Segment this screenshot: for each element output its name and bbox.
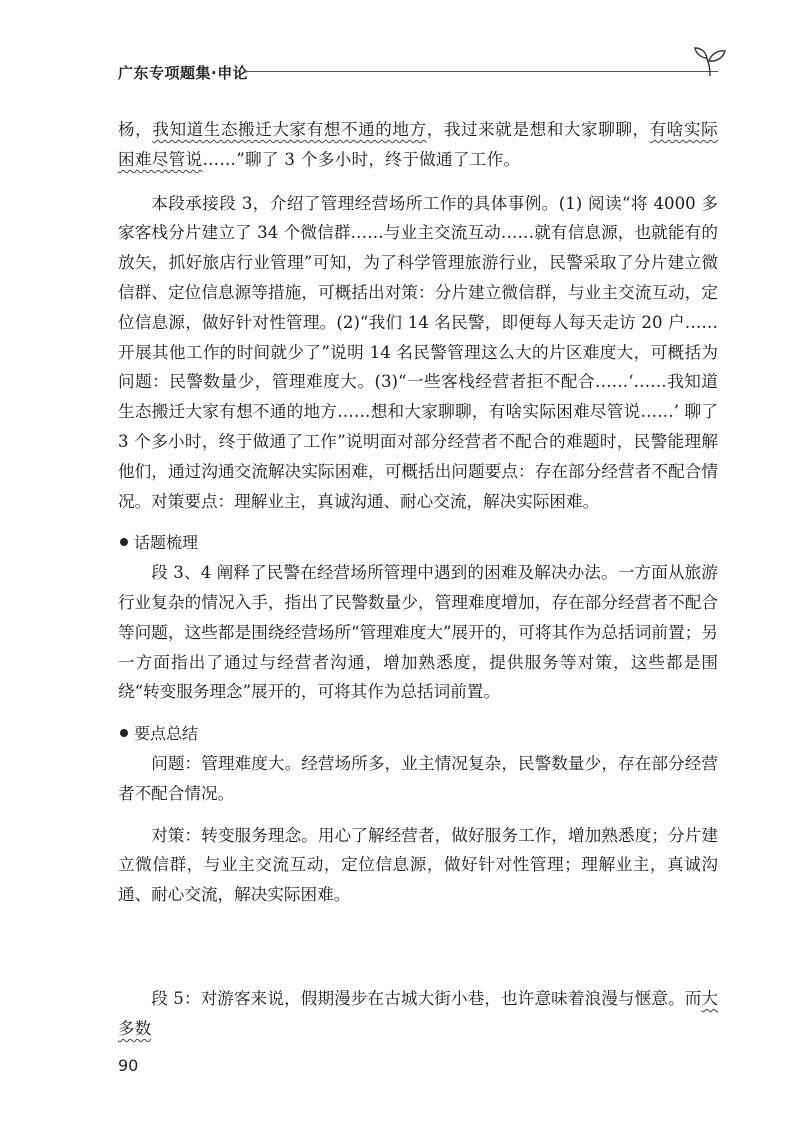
segment-5-underline: 大多数: [118, 989, 718, 1038]
summary-heading: 要点总结: [134, 724, 199, 744]
quote-paragraph: [118, 115, 718, 175]
quote-underline-1: 我知道生态搬迁大家有想不通的地方: [152, 120, 427, 139]
header-rule: [244, 71, 718, 72]
quote-part-1: 杨，: [118, 120, 153, 139]
bullet-icon: [120, 729, 128, 737]
section-heading-summary: [120, 719, 718, 749]
topic-heading: 话题梳理: [134, 533, 199, 553]
header-title: 广东专项题集·申论: [118, 64, 249, 82]
page-number: 90: [118, 1056, 139, 1075]
quote-part-3: ，我过来就是想和大家聊聊，: [426, 120, 650, 139]
topic-paragraph: 段 3、4 阐释了民警在经营场所管理中遇到的困难及解决办法。一方面从旅游行业复杂的情况入手，指出了民警数量少，管理难度增加，存在部分经营者不配合等问题，这些都是围绕经营场所“管理难度大”展开的，可将其作为总括词前置；另一方面指出了通过与经营者沟通，增加熟悉度，提供服务等对策，这些都是围绕“转变服务理念”展开的，可将其作为总括词前置。: [118, 563, 718, 702]
quote-underline-2: 有啥实际困难尽管说: [118, 120, 718, 169]
section-heading-topic: [120, 528, 718, 558]
summary-measure: 对策：转变服务理念。用心了解经营者，做好服务工作，增加熟悉度；分片建立微信群，与业主交流互动，定位信息源，做好针对性管理；理解业主，真诚沟通、耐心交流，解决实际困难。: [118, 825, 718, 905]
page-header: [118, 58, 718, 82]
analysis-paragraph: 本段承接段 3，介绍了管理经营场所工作的具体事例。(1) 阅读“将 4000 多家客栈分片建立了 34 个微信群……与业主交流互动……就有信息源，也就能有的放矢，抓好旅店行业管理”可知，为了科学管理旅游行业，民警采取了分片建立微信群、定位信息源等措施，可概括出对策：分片建立微信群，与业主交流互动，定位信息源，做好针对性管理。(2)“我们 14 名民警，即便每人每天走访 20 户……开展其他工作的时间就少了”说明 14 名民警管理这么大的片区难度大，可概括为问题：民警数量少，管理难度大。(3)“一些客栈经营者拒不配合……‘……我知道生态搬迁大家有想不通的地方……想和大家聊聊，有啥实际困难尽管说……’ 聊了 3 个多小时，终于做通了工作”说明面对部分经营者不配合的难题时，民警能理解他们，通过沟通交流解决实际困难，可概括出问题要点：存在部分经营者不配合情况。对策要点：理解业主，真诚沟通、耐心交流，解决实际困难。: [118, 193, 718, 511]
summary-problem: 问题：管理难度大。经营场所多，业主情况复杂，民警数量少，存在部分经营者不配合情况。: [118, 753, 718, 803]
body-text: [118, 115, 718, 910]
segment-5-paragraph: [118, 984, 718, 1044]
segment-5-text: 段 5：对游客来说，假期漫步在古城大街小巷，也许意味着浪漫与惬意。而: [151, 989, 702, 1008]
bullet-icon: [120, 538, 128, 546]
quote-part-5: ……”聊了 3 个多小时，终于做通了工作。: [202, 149, 521, 169]
sprout-icon: [692, 44, 728, 78]
